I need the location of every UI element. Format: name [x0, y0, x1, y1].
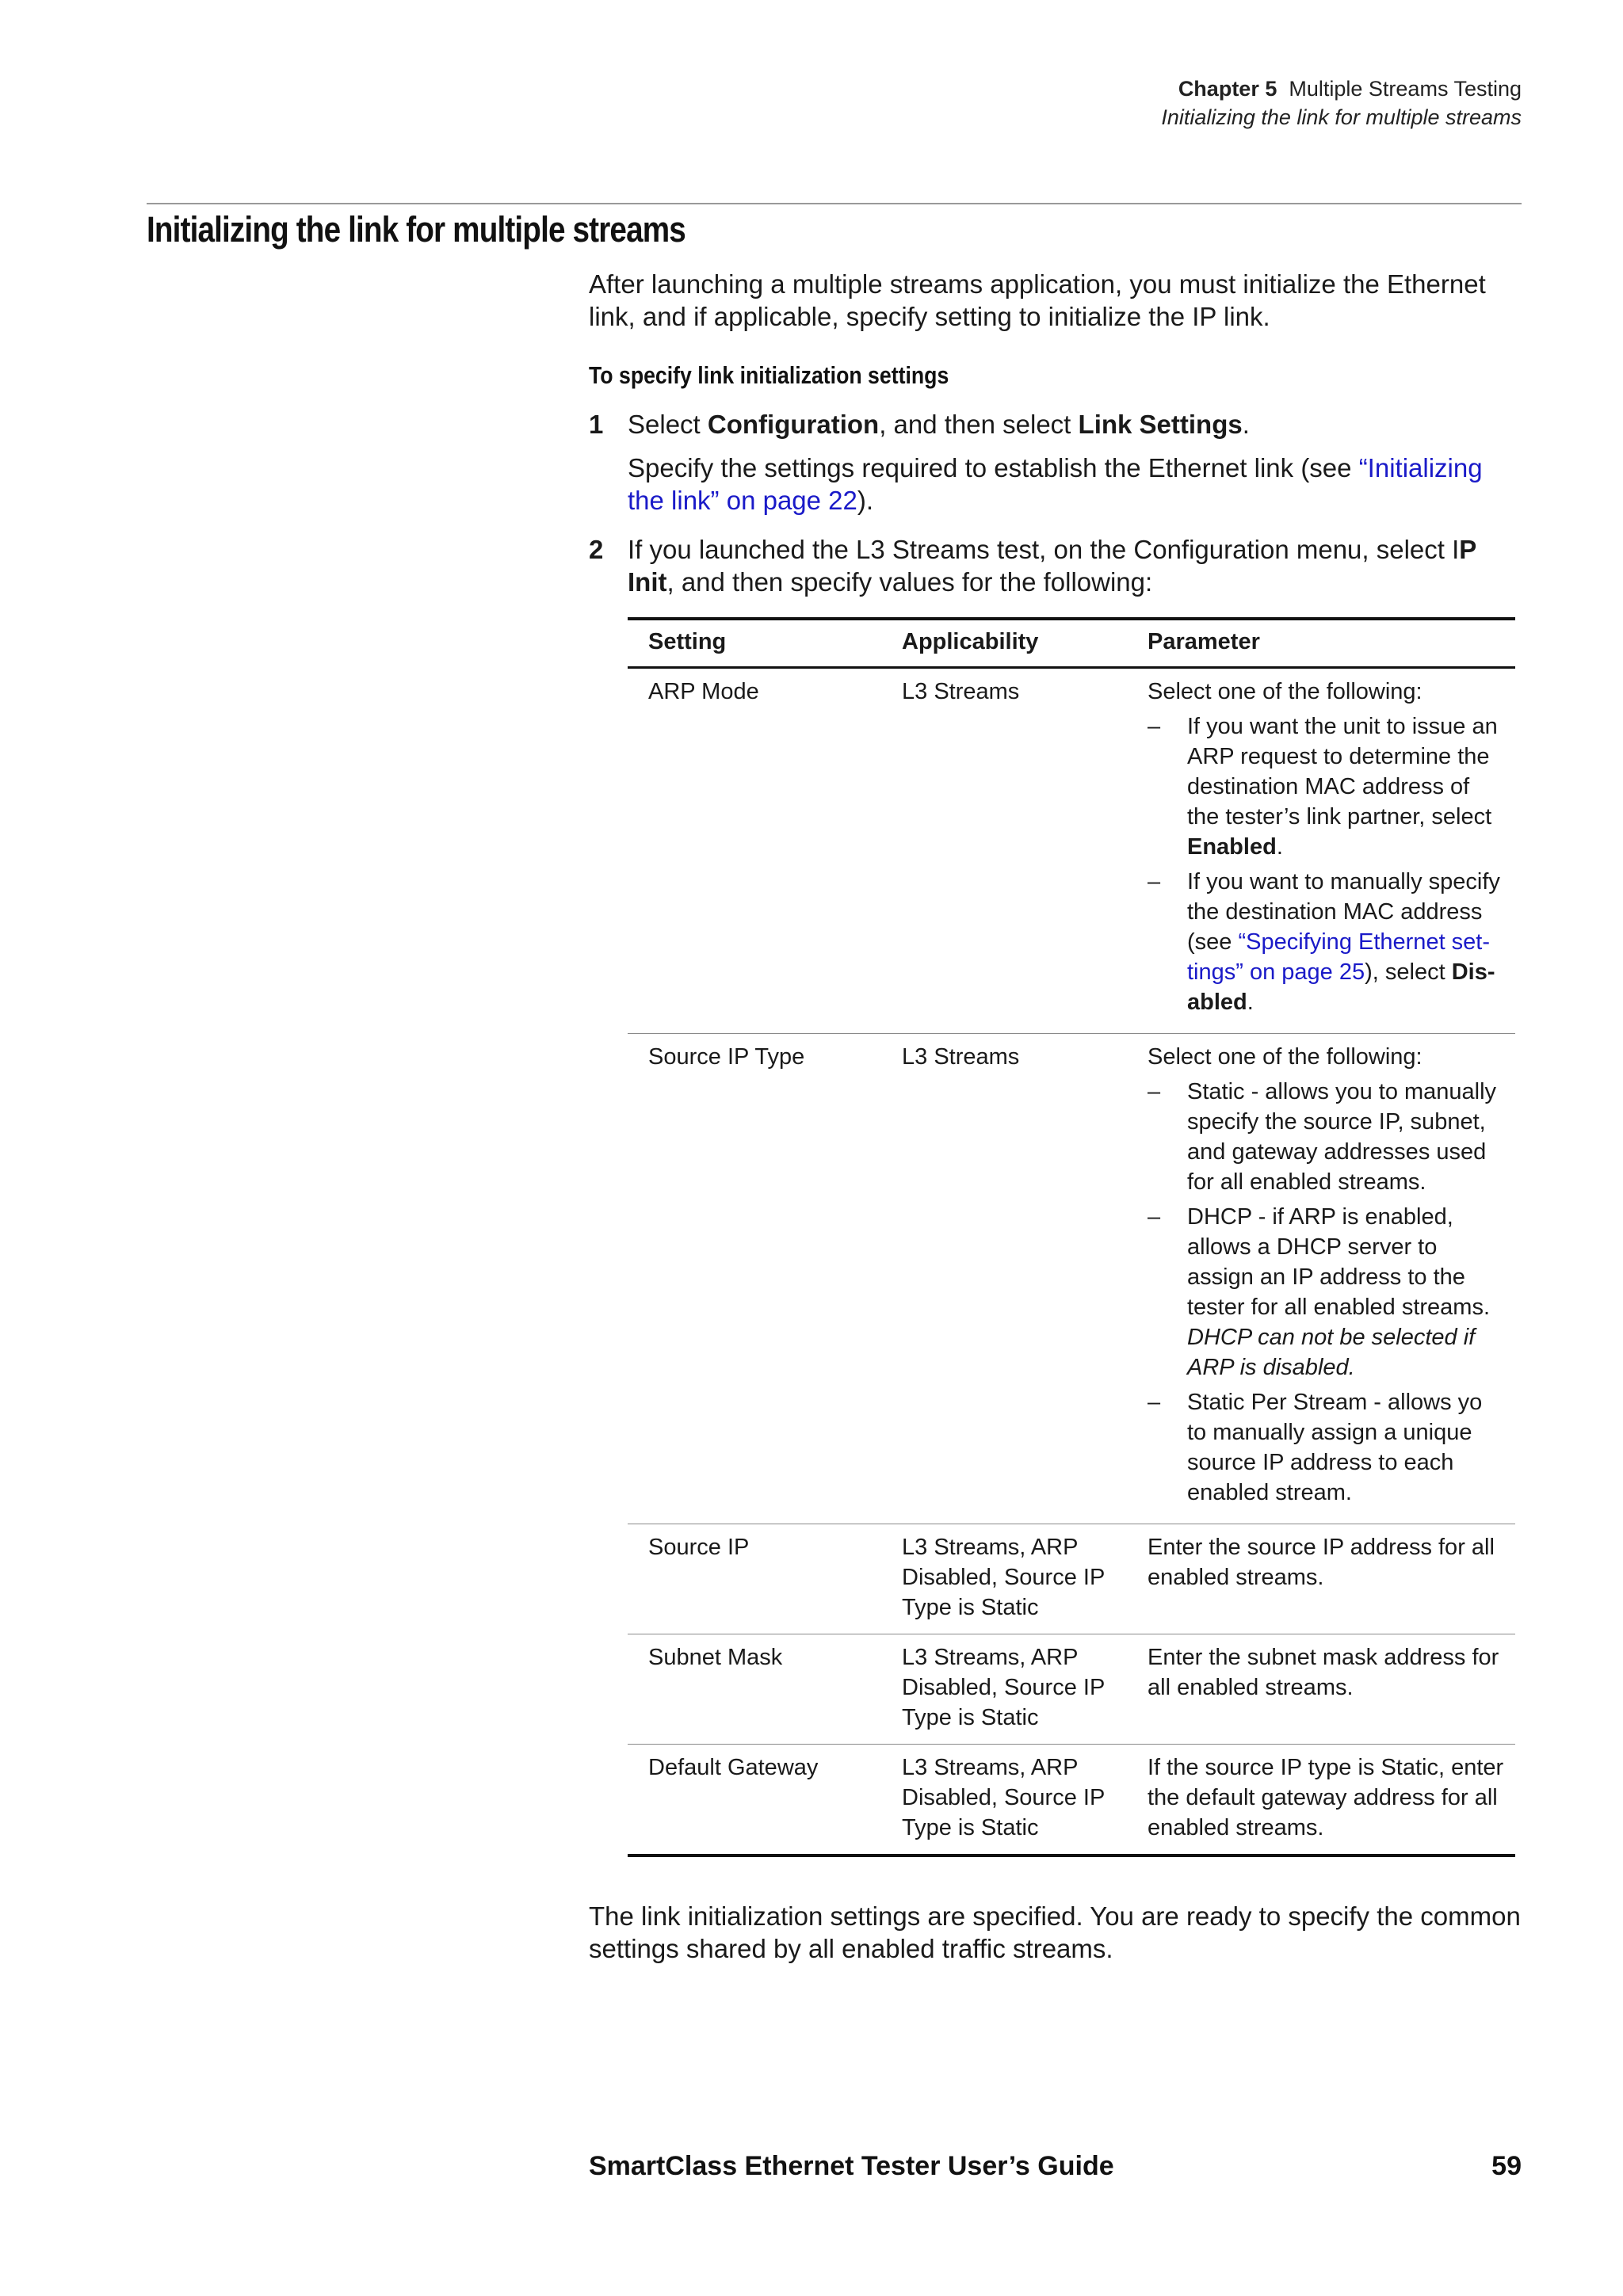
step-1 [589, 408, 1522, 517]
closing-paragraph: The link initialization settings are specified. You are ready to specify the common settings shared by all enabled traffic streams. [589, 1901, 1521, 1963]
step-text: Select [628, 410, 708, 439]
dash-bullet: – [1148, 1079, 1161, 1104]
setting-cell: ARP Mode [648, 679, 759, 704]
setting-cell: Source IP Type [628, 1034, 881, 1524]
table-row [628, 1745, 1515, 1856]
option-text: Static - allows you to manually specify the source IP, subnet, and gateway addresses used for all enabled streams. [1187, 1079, 1497, 1195]
step-detail [628, 452, 1522, 517]
table-row [628, 668, 1515, 1034]
procedure-heading: To specify link initialization settings [589, 361, 949, 389]
footer-book-title: SmartClass Ethernet Tester User’s Guide [589, 2151, 1114, 2181]
parameter-cell: Enter the subnet mask address for all enabled streams. [1127, 1634, 1515, 1745]
list-item [1148, 1387, 1507, 1508]
option-text: . [1247, 990, 1254, 1015]
dash-bullet: – [1148, 1204, 1161, 1230]
section-divider [147, 203, 1522, 204]
option-text: Static Per Stream - allows yo to manually assign a unique source IP address to each enabled stream. [1187, 1390, 1483, 1505]
step-text: , and then select [879, 410, 1079, 439]
step-2 [589, 533, 1522, 598]
option-text: . [1276, 834, 1283, 860]
menu-link-settings: Link Settings [1078, 410, 1243, 439]
parameter-cell: Enter the source IP address for all enabled streams. [1127, 1524, 1515, 1634]
option-value: Enabled [1187, 834, 1277, 860]
setting-cell: Source IP [628, 1524, 881, 1634]
chapter-title: Multiple Streams Testing [1289, 77, 1522, 101]
parameter-cell: If the source IP type is Static, enter the default gateway address for all enabled streams. [1127, 1745, 1515, 1856]
list-item [1148, 711, 1507, 862]
dash-bullet: – [1148, 714, 1161, 739]
option-text: DHCP - if ARP is enabled, allows a DHCP server to assign an IP address to the tester for all enabled streams. [1187, 1204, 1491, 1320]
applicability-cell: L3 Streams, ARP Disabled, Source IP Type is Static [881, 1524, 1127, 1634]
cross-reference-link[interactable]: “Initializing the link” on page 22 [628, 453, 1483, 515]
list-item [1148, 1202, 1507, 1383]
parameter-cell [1127, 1034, 1515, 1524]
main-content [589, 268, 1522, 1965]
step-text: . [1242, 410, 1250, 439]
step-detail-text: ). [857, 486, 874, 515]
applicability-cell: L3 Streams, ARP Disabled, Source IP Type is Static [881, 1745, 1127, 1856]
step-instruction [628, 408, 1522, 441]
step-text: If you launched the L3 Streams test, on the Configuration menu, select I [628, 535, 1460, 564]
step-detail-text: Specify the settings required to establish the Ethernet link (see [628, 453, 1359, 482]
option-note: DHCP can not be selected if ARP is disabled. [1187, 1325, 1476, 1380]
parameter-intro: Select one of the following: [1148, 679, 1423, 704]
list-item [1148, 867, 1507, 1017]
applicability-cell: L3 Streams [902, 679, 1020, 704]
section-reference: Initializing the link for multiple streams [1161, 105, 1522, 129]
menu-ip-init: P Init [628, 535, 1476, 597]
option-text: ), select [1365, 959, 1452, 985]
setting-cell: Default Gateway [628, 1745, 881, 1856]
step-text: , and then specify values for the following: [666, 567, 1153, 597]
applicability-cell: L3 Streams, ARP Disabled, Source IP Type is Static [881, 1634, 1127, 1745]
parameter-intro: Select one of the following: [1148, 1044, 1423, 1070]
applicability-cell: L3 Streams [881, 1034, 1127, 1524]
chapter-label: Chapter 5 [1178, 77, 1277, 101]
chapter-line [1161, 74, 1522, 103]
step-number: 2 [589, 535, 604, 564]
intro-paragraph: After launching a multiple streams application, you must initialize the Ethernet link, and if applicable, specify setting to initialize the IP link. [589, 269, 1486, 331]
option-text: If you want to manually specify the destination MAC address (see [1187, 869, 1500, 955]
table-header-row [628, 619, 1515, 668]
step-instruction [628, 533, 1522, 598]
page-number: 59 [1491, 2151, 1522, 2181]
option-text: If you want the unit to issue an ARP request to determine the destination MAC address of the tester’s link partner, select [1187, 714, 1498, 830]
table-row [628, 1034, 1515, 1524]
setting-cell: Subnet Mask [628, 1634, 881, 1745]
parameter-cell [1127, 668, 1515, 1034]
table-row [628, 1524, 1515, 1634]
dash-bullet: – [1148, 869, 1161, 894]
table-row [628, 1634, 1515, 1745]
step-number: 1 [589, 410, 604, 439]
option-list [1148, 711, 1507, 1017]
option-value: Dis-abled [1187, 959, 1495, 1015]
column-header: Setting [628, 619, 881, 668]
column-header: Parameter [1127, 619, 1515, 668]
running-header [1161, 74, 1522, 132]
column-header: Applicability [881, 619, 1127, 668]
dash-bullet: – [1148, 1390, 1161, 1415]
menu-configuration: Configuration [707, 410, 880, 439]
option-list [1148, 1077, 1507, 1508]
cross-reference-link[interactable]: “Specifying Ethernet set-tings” on page 25 [1187, 929, 1491, 985]
section-title: Initializing the link for multiple streams [147, 209, 685, 250]
list-item [1148, 1077, 1507, 1197]
settings-table [628, 617, 1515, 1857]
